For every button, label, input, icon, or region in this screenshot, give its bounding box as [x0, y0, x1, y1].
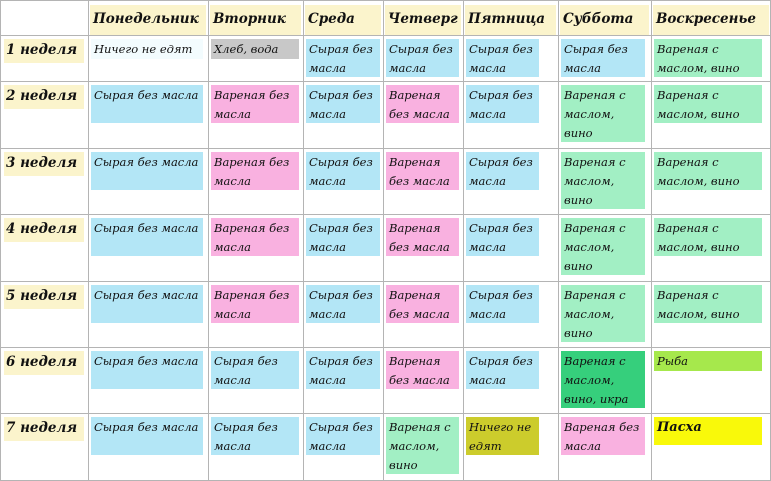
meal-cell: Сырая без масла: [306, 285, 380, 323]
meal-cell: Сырая без масла: [466, 218, 539, 256]
grid-vline: [208, 0, 209, 481]
grid-hline: [0, 214, 771, 215]
meal-cell: Вареная с маслом, вино: [386, 417, 459, 474]
grid-hline: [0, 81, 771, 82]
grid-vline: [558, 0, 559, 481]
meal-cell: Сырая без масла: [466, 351, 539, 389]
meal-cell: Сырая без масла: [211, 417, 299, 455]
day-header: Понедельник: [90, 5, 206, 35]
meal-cell: Хлеб, вода: [211, 39, 299, 59]
meal-cell: Сырая без масла: [211, 351, 299, 389]
meal-cell: Ничего не едят: [466, 417, 539, 455]
week-label: 5 неделя: [4, 285, 84, 309]
meal-cell: Вареная без масла: [386, 285, 459, 323]
meal-cell: Вареная с маслом, вино: [654, 39, 762, 77]
grid-vline: [303, 0, 304, 481]
day-header: Четверг: [385, 5, 461, 35]
meal-cell: Сырая без масла: [91, 85, 203, 123]
grid-hline: [0, 413, 771, 414]
grid-vline: [383, 0, 384, 481]
meal-cell: Сырая без масла: [386, 39, 459, 77]
meal-cell: Сырая без масла: [91, 218, 203, 256]
meal-cell: Вареная без масла: [211, 85, 299, 123]
meal-cell: Сырая без масла: [466, 152, 539, 190]
meal-cell: Вареная без масла: [211, 218, 299, 256]
meal-cell: Вареная без масла: [386, 351, 459, 389]
meal-cell: Сырая без масла: [306, 417, 380, 455]
meal-cell: Вареная с маслом, вино: [654, 218, 762, 256]
meal-cell: Вареная без масла: [386, 85, 459, 123]
grid-hline: [0, 347, 771, 348]
meal-cell: Вареная с маслом, вино, икра: [561, 351, 645, 408]
meal-cell: Вареная с маслом, вино: [561, 152, 645, 209]
meal-cell: Ничего не едят: [91, 39, 203, 59]
meal-cell: Сырая без масла: [306, 39, 380, 77]
meal-cell: Пасха: [654, 417, 762, 445]
meal-cell: Сырая без масла: [466, 285, 539, 323]
meal-cell: Сырая без масла: [466, 39, 539, 77]
week-label: 7 неделя: [4, 417, 84, 441]
grid-hline: [0, 35, 771, 36]
grid-vline: [0, 0, 1, 481]
meal-cell: Сырая без масла: [91, 152, 203, 190]
meal-cell: Сырая без масла: [91, 285, 203, 323]
meal-cell: Вареная без масла: [211, 152, 299, 190]
meal-cell: Сырая без масла: [306, 85, 380, 123]
grid-vline: [88, 0, 89, 481]
meal-cell: Вареная с маслом, вино: [654, 152, 762, 190]
meal-cell: Сырая без масла: [91, 351, 203, 389]
meal-cell: Сырая без масла: [306, 218, 380, 256]
meal-cell: Вареная без масла: [561, 417, 645, 455]
day-header: Суббота: [560, 5, 649, 35]
day-header: Пятница: [465, 5, 556, 35]
meal-cell: Сырая без масла: [466, 85, 539, 123]
day-header: Воскресенье: [653, 5, 769, 35]
week-label: 2 неделя: [4, 85, 84, 109]
meal-cell: Вареная с маслом, вино: [561, 218, 645, 275]
grid-vline: [651, 0, 652, 481]
week-label: 4 неделя: [4, 218, 84, 242]
meal-cell: Вареная с маслом, вино: [561, 285, 645, 342]
grid-hline: [0, 148, 771, 149]
meal-cell: Сырая без масла: [306, 152, 380, 190]
meal-cell: Сырая без масла: [91, 417, 203, 455]
grid-hline: [0, 0, 771, 1]
meal-cell: Вареная без масла: [386, 152, 459, 190]
meal-cell: Вареная с маслом, вино: [654, 285, 762, 323]
day-header: Вторник: [210, 5, 301, 35]
meal-cell: Сырая без масла: [306, 351, 380, 389]
meal-cell: Вареная с маслом, вино: [561, 85, 645, 142]
day-header: Среда: [305, 5, 381, 35]
meal-cell: Вареная без масла: [211, 285, 299, 323]
week-label: 6 неделя: [4, 351, 84, 375]
week-label: 3 неделя: [4, 152, 84, 176]
grid-vline: [463, 0, 464, 481]
meal-cell: Вареная без масла: [386, 218, 459, 256]
meal-cell: Вареная с маслом, вино: [654, 85, 762, 123]
meal-cell: Сырая без масла: [561, 39, 645, 77]
meal-cell: Рыба: [654, 351, 762, 371]
grid-hline: [0, 281, 771, 282]
week-label: 1 неделя: [4, 39, 84, 63]
